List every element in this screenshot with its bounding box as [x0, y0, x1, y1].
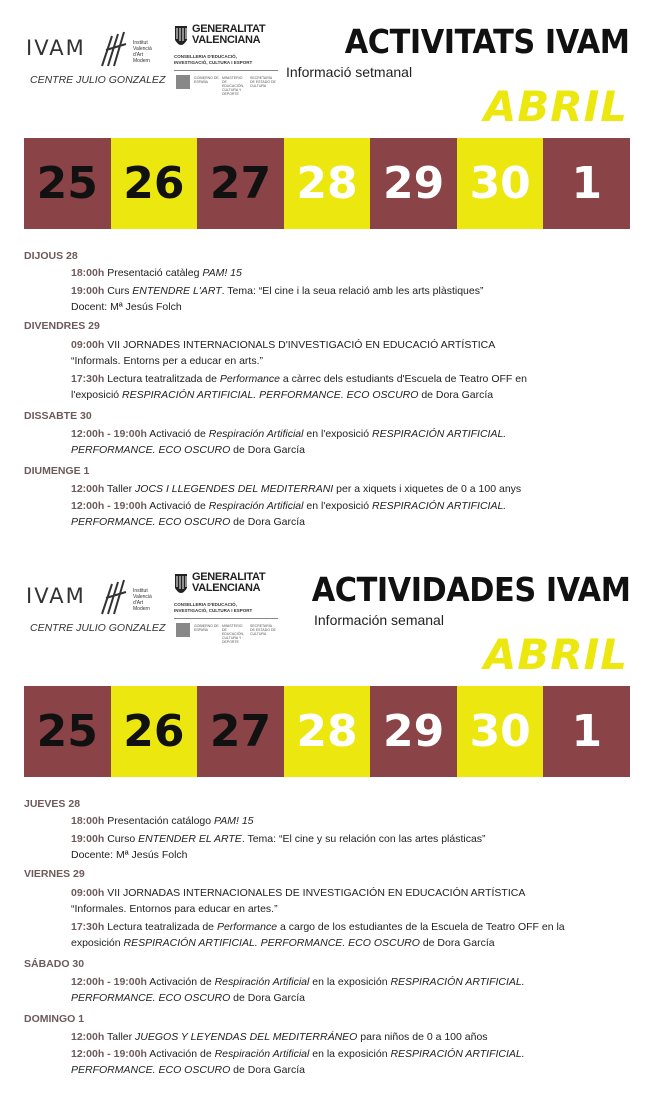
schedule-entry: 19:00h Curso ENTENDER EL ARTE. Tema: “El cine y su relación con las artes plásticas” Docente: Mª Jesús Folch: [71, 833, 486, 861]
schedule-entry: 19:00h Curs ENTENDRE L'ART. Tema: “El cine i la seua relació amb les arts plàstiques” Docent: Mª Jesús Folch: [71, 285, 484, 313]
day-heading: DIVENDRES 29: [24, 320, 100, 332]
month-label: ABRIL: [483, 82, 628, 131]
ivam-logo: [26, 30, 166, 86]
schedule-entry: 12:00h - 19:00h Activación de Respiración Artificial en la exposición RESPIRACIÓN ARTIFICIAL. PERFORMANCE. ECO OSCURO de Dora García: [71, 1048, 525, 1076]
ivam-wordmark: IVAM: [26, 584, 86, 608]
spain-seal-icon: [176, 623, 190, 637]
page-subtitle: Informació setmanal: [286, 64, 413, 80]
schedule-entry: 12:00h Taller JOCS I LLEGENDES DEL MEDITERRANI per a xiquets i xiquetes de 0 a 100 anys: [71, 483, 522, 495]
day-cell: 28: [284, 138, 371, 229]
conselleria-name: CONSELLERIA D'EDUCACIÓ, INVESTIGACIÓ, CULTURA I ESPORT: [174, 602, 253, 613]
page-title: ACTIVITATS IVAM: [345, 22, 630, 61]
day-cell: 29: [370, 686, 457, 777]
ivam-mark-icon: [98, 578, 128, 616]
spain-seal-icon: [176, 75, 190, 89]
page-title: ACTIVIDADES IVAM: [311, 570, 630, 609]
catalan-section: [0, 0, 652, 545]
day-heading: DIUMENGE 1: [24, 465, 90, 477]
schedule-entry: 12:00h - 19:00h Activació de Respiración Artificial en l'exposició RESPIRACIÓN ARTIFICIAL. PERFORMANCE. ECO OSCURO de Dora García: [71, 500, 507, 528]
spanish-section: [0, 548, 652, 1100]
day-cell: 29: [370, 138, 457, 229]
day-heading: VIERNES 29: [24, 868, 85, 880]
schedule-entry: 12:00h - 19:00h Activació de Respiración Artificial en l'exposició RESPIRACIÓN ARTIFICIAL. PERFORMANCE. ECO OSCURO de Dora García: [71, 428, 507, 456]
shield-icon: [174, 24, 188, 50]
ministry-bar: GOBIERNO DE ESPAÑA MINISTERIO DE EDUCACIÓN, CULTURA Y DEPORTE SECRETARÍA DE ESTADO DE CULTURA: [174, 618, 278, 640]
generalitat-logo: [174, 570, 284, 644]
centre-name: CENTRE JULIO GONZALEZ: [30, 74, 166, 86]
generalitat-logo: [174, 22, 284, 96]
ivam-subtitle: Institut Valencià d'Art Modern: [133, 588, 152, 612]
schedule-entry: 17:30h Lectura teatralitzada de Performance a càrrec dels estudiants d'Escuela de Teatro OFF en l'exposició RESPIRACIÓN ARTIFICIAL. PERFORMANCE. ECO OSCURO de Dora García: [71, 373, 527, 401]
schedule-entry: 09:00h VII JORNADES INTERNACIONALS D'INVESTIGACIÓ EN EDUCACIÓ ARTÍSTICA “Informals. Entorns per a educar en arts.”: [71, 339, 496, 367]
day-cell: 30: [457, 138, 544, 229]
schedule-entry: 18:00h Presentación catálogo PAM! 15: [71, 815, 254, 827]
day-cell: 26: [111, 138, 198, 229]
schedule-entry: 12:00h Taller JUEGOS Y LEYENDAS DEL MEDITERRÁNEO para niños de 0 a 100 años: [71, 1031, 488, 1043]
day-cell: 27: [197, 686, 284, 777]
ivam-wordmark: IVAM: [26, 36, 86, 60]
ivam-mark-icon: [98, 30, 128, 68]
day-strip: [24, 138, 630, 229]
day-cell: 30: [457, 686, 544, 777]
day-heading: JUEVES 28: [24, 798, 81, 810]
conselleria-name: CONSELLERIA D'EDUCACIÓ, INVESTIGACIÓ, CULTURA I ESPORT: [174, 54, 253, 65]
day-heading: DISSABTE 30: [24, 410, 92, 422]
centre-name: CENTRE JULIO GONZALEZ: [30, 622, 166, 634]
schedule-entry: 17:30h Lectura teatralizada de Performance a cargo de los estudiantes de la Escuela de Teatro OFF en la exposición RESPIRACIÓN ARTIFICIAL. PERFORMANCE. ECO OSCURO de Dora García: [71, 921, 565, 949]
schedule-entry: 18:00h Presentació catàleg PAM! 15: [71, 267, 242, 279]
day-strip: [24, 686, 630, 777]
month-label: ABRIL: [483, 630, 628, 679]
day-heading: DOMINGO 1: [24, 1013, 85, 1025]
day-heading: DIJOUS 28: [24, 250, 78, 262]
day-cell: 1: [543, 138, 630, 229]
day-cell: 25: [24, 686, 111, 777]
day-cell: 28: [284, 686, 371, 777]
day-cell: 26: [111, 686, 198, 777]
day-cell: 25: [24, 138, 111, 229]
schedule-entry: 09:00h VII JORNADAS INTERNACIONALES DE INVESTIGACIÓN EN EDUCACIÓN ARTÍSTICA “Informales. Entornos para educar en artes.”: [71, 887, 526, 915]
ministry-bar: GOBIERNO DE ESPAÑA MINISTERIO DE EDUCACIÓN, CULTURA Y DEPORTE SECRETARÍA DE ESTADO DE CULTURA: [174, 70, 278, 92]
generalitat-name: GENERALITAT VALENCIANA: [192, 571, 266, 594]
generalitat-name: GENERALITAT VALENCIANA: [192, 23, 266, 46]
schedule-entry: 12:00h - 19:00h Activación de Respiración Artificial en la exposición RESPIRACIÓN ARTIFICIAL. PERFORMANCE. ECO OSCURO de Dora García: [71, 976, 525, 1004]
day-heading: SÁBADO 30: [24, 958, 85, 970]
day-cell: 1: [543, 686, 630, 777]
ivam-subtitle: Institut Valencià d'Art Modern: [133, 40, 152, 64]
day-cell: 27: [197, 138, 284, 229]
ivam-logo: [26, 578, 166, 634]
page-subtitle: Información semanal: [314, 612, 444, 628]
shield-icon: [174, 572, 188, 598]
